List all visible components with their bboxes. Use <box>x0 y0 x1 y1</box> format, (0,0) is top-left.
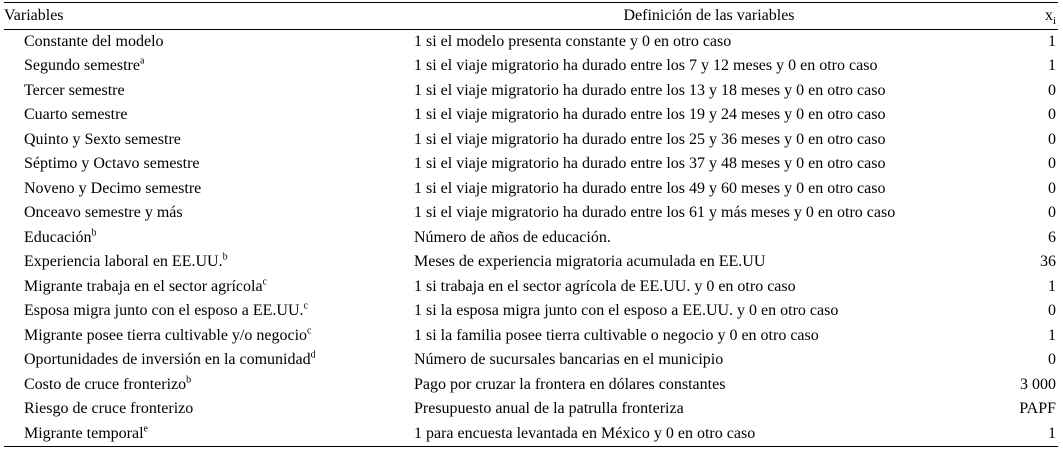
header-variables: Variables <box>4 3 414 30</box>
header-xi-base: x <box>1044 7 1053 24</box>
variable-name: Riesgo de cruce fronterizo <box>24 400 194 418</box>
definition-cell: 1 si el viaje migratorio ha durado entre los 61 y más meses y 0 en otro caso <box>414 204 896 222</box>
table-row <box>4 201 1058 226</box>
xi-value-cell: 1 <box>1048 33 1056 50</box>
variable-cell <box>4 226 414 251</box>
definition-cell: Número de años de educación. <box>414 228 611 246</box>
footnote-marker: c <box>262 276 267 288</box>
definition-cell: 1 si el viaje migratorio ha durado entre los 25 y 36 meses y 0 en otro caso <box>414 130 886 148</box>
definition-cell: 1 si la familia posee tierra cultivable o negocio y 0 en otro caso <box>414 326 819 344</box>
xi-value-cell: 1 <box>1048 326 1056 344</box>
variable-cell <box>4 348 414 373</box>
variable-name: Migrante temporal <box>24 424 144 442</box>
definition-cell: 1 si el viaje migratorio ha durado entre los 49 y 60 meses y 0 en otro caso <box>414 179 886 197</box>
definition-cell: 1 si el viaje migratorio ha durado entre los 37 y 48 meses y 0 en otro caso <box>414 155 886 173</box>
header-xi <box>1004 3 1058 30</box>
xi-value-cell: 1 <box>1004 422 1058 447</box>
variable-cell <box>4 177 414 202</box>
table-body <box>4 30 1058 447</box>
table-row <box>4 128 1058 153</box>
table-row <box>4 54 1058 79</box>
definition-cell: 1 para encuesta levantada en México y 0 en otro caso <box>414 422 1004 447</box>
variable-cell <box>4 397 414 422</box>
variable-cell <box>4 30 414 55</box>
table-row <box>4 177 1058 202</box>
variable-name: Constante del modelo <box>24 33 164 50</box>
table-row <box>4 324 1058 349</box>
definition-cell: Presupuesto anual de la patrulla fronteriza <box>414 400 684 418</box>
table-row <box>4 103 1058 128</box>
table-row <box>4 348 1058 373</box>
variable-cell <box>4 299 414 324</box>
header-row <box>4 3 1058 30</box>
variable-name: Migrante posee tierra cultivable y/o negocio <box>24 326 308 344</box>
definition-cell: 1 si la esposa migra junto con el esposo a EE.UU. y 0 en otro caso <box>414 302 839 320</box>
variable-name: Migrante trabaja en el sector agrícola <box>24 277 263 295</box>
footnote-marker: d <box>310 349 316 361</box>
xi-value-cell: 0 <box>1048 179 1056 197</box>
footnote-marker: b <box>91 227 97 239</box>
variable-cell <box>4 324 414 349</box>
variable-cell <box>4 373 414 398</box>
variable-name: Esposa migra junto con el esposo a EE.UU. <box>24 302 304 320</box>
variable-cell <box>4 103 414 128</box>
variable-cell <box>4 54 414 79</box>
footnote-marker: c <box>303 300 308 312</box>
xi-value-cell: 1 <box>1048 277 1056 295</box>
xi-value-cell: 0 <box>1048 351 1056 369</box>
xi-value-cell: 0 <box>1048 302 1056 320</box>
variables-table <box>4 2 1058 447</box>
footnote-marker: b <box>222 251 228 263</box>
xi-value-cell: PAPF <box>1019 400 1056 418</box>
variable-cell <box>4 201 414 226</box>
variable-name: Onceavo semestre y más <box>24 204 183 222</box>
xi-value-cell: 0 <box>1048 106 1056 124</box>
xi-value-cell: 0 <box>1048 81 1056 99</box>
variable-name: Tercer semestre <box>24 81 125 99</box>
variable-cell <box>4 422 414 447</box>
table-row <box>4 422 1058 447</box>
variable-name: Noveno y Decimo semestre <box>24 179 202 197</box>
definition-cell: 1 si el viaje migratorio ha durado entre los 7 y 12 meses y 0 en otro caso <box>414 57 878 75</box>
variable-name: Oportunidades de inversión en la comunidad <box>24 351 311 369</box>
header-xi-sub: i <box>1052 15 1056 28</box>
footnote-marker: e <box>143 423 148 435</box>
variable-name: Cuarto semestre <box>24 106 128 124</box>
xi-value-cell: 1 <box>1048 57 1056 75</box>
xi-value-cell: 0 <box>1048 204 1056 222</box>
table-row <box>4 30 1058 55</box>
xi-value-cell: 3 000 <box>1020 375 1056 393</box>
variable-cell <box>4 250 414 275</box>
xi-value-cell: 0 <box>1048 130 1056 148</box>
variable-cell <box>4 128 414 153</box>
header-definition: Definición de las variables <box>414 3 1004 30</box>
footnote-marker: c <box>307 325 312 337</box>
table-row <box>4 275 1058 300</box>
xi-value-cell: 6 <box>1048 228 1056 246</box>
variable-name: Quinto y Sexto semestre <box>24 130 181 148</box>
variable-name: Séptimo y Octavo semestre <box>24 155 200 173</box>
variable-cell <box>4 79 414 104</box>
table-row <box>4 226 1058 251</box>
table-row <box>4 299 1058 324</box>
table-row <box>4 152 1058 177</box>
definition-cell: Número de sucursales bancarias en el municipio <box>414 351 724 369</box>
variable-name: Educación <box>24 228 92 246</box>
variable-cell <box>4 275 414 300</box>
definition-cell: Meses de experiencia migratoria acumulada en EE.UU <box>414 253 766 271</box>
variable-cell <box>4 152 414 177</box>
table-row <box>4 373 1058 398</box>
definition-cell: 1 si el viaje migratorio ha durado entre los 13 y 18 meses y 0 en otro caso <box>414 81 886 99</box>
variable-name: Experiencia laboral en EE.UU. <box>24 253 223 271</box>
footnote-marker: b <box>186 374 192 386</box>
table-row <box>4 250 1058 275</box>
xi-value-cell: 0 <box>1048 155 1056 173</box>
variable-name: Costo de cruce fronterizo <box>24 375 187 393</box>
footnote-marker: a <box>139 55 145 67</box>
table-row <box>4 79 1058 104</box>
definition-cell: 1 si el modelo presenta constante y 0 en otro caso <box>414 33 732 50</box>
xi-value-cell: 36 <box>1040 253 1056 271</box>
variable-name: Segundo semestre <box>24 57 140 75</box>
definition-cell: 1 si trabaja en el sector agrícola de EE.UU. y 0 en otro caso <box>414 277 796 295</box>
definition-cell: 1 si el viaje migratorio ha durado entre los 19 y 24 meses y 0 en otro caso <box>414 106 886 124</box>
table-row <box>4 397 1058 422</box>
definition-cell: Pago por cruzar la frontera en dólares constantes <box>414 375 726 393</box>
